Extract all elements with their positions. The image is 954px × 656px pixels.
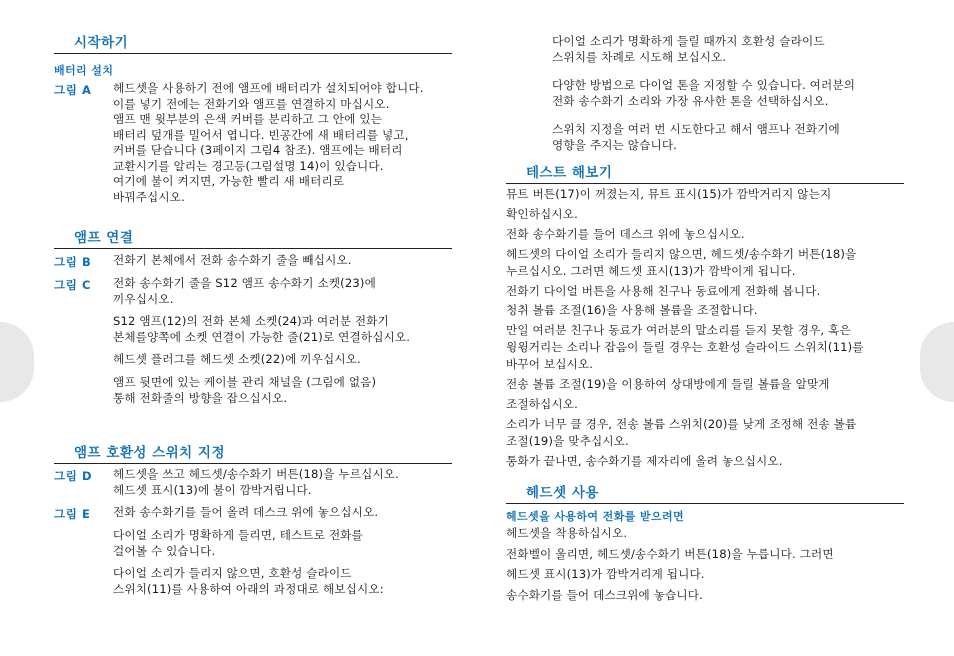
switch-step-e: 전화 송수화기를 들어 올려 데스크 위에 놓으십시오. <box>113 505 379 519</box>
section-title-amp: 앰프 연결 <box>54 226 452 249</box>
switch-note-3: 스위치 지정을 여러 번 시도한다고 해서 앰프나 전화기에 영향을 주지는 않습니다. <box>552 122 840 152</box>
subtitle-battery: 배터리 설치 <box>54 64 114 77</box>
section-title-start: 시작하기 <box>54 31 452 54</box>
page-tab-right <box>920 322 954 402</box>
figure-label-b: 그림 B <box>54 255 92 269</box>
amp-step-c: 전화 송수화기 줄을 S12 앰프 송수화기 소켓(23)에 끼우십시오. <box>113 276 376 306</box>
switch-note-2: 다양한 방법으로 다이얼 톤을 지정할 수 있습니다. 여러분의 전화 송수화기 소리와 가장 유사한 톤을 선택하십시오. <box>552 78 856 108</box>
battery-paragraph: 헤드셋을 사용하기 전에 앰프에 배터리가 설치되어야 합니다. 이를 넣기 전에는 전화기와 앰프를 연결하지 마십시오. 앰프 맨 윗부분의 은색 커버를 분리하고 그 안에 있는 배터리 덮개를 밀어서 엽니다. 빈공간에 새 배터리를 넣고, 커버를 닫습니다 (3페이지 그림4 참조). 앰프에는 배터리 교환시기를 알리는 경고등(그림설명 14)이 있습니다. 여기에 불이 켜지면, 가능한 빨리 새 배터리로 바꿔주십시오. <box>113 81 424 204</box>
section-title-switch: 앰프 호환성 스위치 지정 <box>54 441 452 464</box>
switch-step-d: 헤드셋을 쓰고 헤드셋/송수화기 버튼(18)을 누르십시오. 헤드셋 표시(13)에 불이 깜박거립니다. <box>113 467 399 497</box>
amp-step-c2: S12 앰프(12)의 전화 본체 소켓(24)과 여러분 전화기 본체를양쪽에 소켓 연결이 가능한 줄(21)로 연결하십시오. <box>113 314 411 344</box>
figure-label-d: 그림 D <box>54 469 93 483</box>
page-tab-left <box>0 322 34 402</box>
figure-label-a: 그림 A <box>54 83 92 97</box>
figure-label-e: 그림 E <box>54 507 91 521</box>
test-paragraph: 뮤트 버튼(17)이 꺼졌는지, 뮤트 표시(15)가 깜박거리지 않는지 확인하십시오. 전화 송수화기를 들어 데스크 위에 놓으십시오. 헤드셋의 다이얼 소리가 들리지 않으면, 헤드셋/송수화기 버튼(18)을 누르십시오. 그러면 헤드셋 표시(13)가 깜박이게 됩니다. 전화기 다이얼 버튼을 사용해 친구나 동료에게 전화해 봅니다. 청취 볼륨 조절(16)을 사용해 볼륨을 조절합니다. 만일 여러분 친구나 동료가 여러분의 말소리를 듣지 못할 경우, 혹은 윙윙거리는 소리나 잡음이 들릴 경우는 호환성 슬라이드 스위치(11)를 바꾸어 보십시오. 전송 볼륨 조절(19)을 이용하여 상대방에게 들릴 볼륨을 알맞게 조절하십시오. 소리가 너무 클 경우, 전송 볼륨 스위치(20)를 낮게 조정해 전송 볼륨 조절(19)을 맞추십시오. 통화가 끝나면, 송수화기를 제자리에 올려 놓으십시오. <box>506 187 864 468</box>
figure-label-c: 그림 C <box>54 278 92 292</box>
headset-paragraph: 헤드셋을 착용하십시오. 전화벨이 울리면, 헤드셋/송수화기 버튼(18)을 누릅니다. 그러면 헤드셋 표시(13)가 깜박거리게 됩니다. 송수화기를 들어 데스크위에 놓습니다. <box>506 526 834 602</box>
amp-step-b: 전화기 본체에서 전화 송수화기 줄을 빼십시오. <box>113 253 352 267</box>
switch-note-1: 다이얼 소리가 명확하게 들릴 때까지 호환성 슬라이드 스위치를 차례로 시도해 보십시오. <box>552 34 825 64</box>
section-title-headset: 헤드셋 사용 <box>506 481 904 504</box>
switch-step-e2: 다이얼 소리가 명확하게 들리면, 테스트로 전화를 걸어볼 수 있습니다. <box>113 528 364 558</box>
switch-step-e3: 다이얼 소리가 들리지 않으면, 호환성 슬라이드 스위치(11)를 사용하여 아래의 과정대로 해보십시오: <box>113 566 384 596</box>
amp-step-c4: 앰프 뒷면에 있는 케이블 관리 채널을 (그림에 없음) 통해 전화줄의 방향을 잡으십시오. <box>113 375 377 405</box>
subtitle-receive-call: 헤드셋을 사용하여 전화를 받으려면 <box>506 510 685 523</box>
section-title-test: 테스트 해보기 <box>506 161 904 184</box>
amp-step-c3: 헤드셋 플러그를 헤드셋 소켓(22)에 끼우십시오. <box>113 352 361 366</box>
